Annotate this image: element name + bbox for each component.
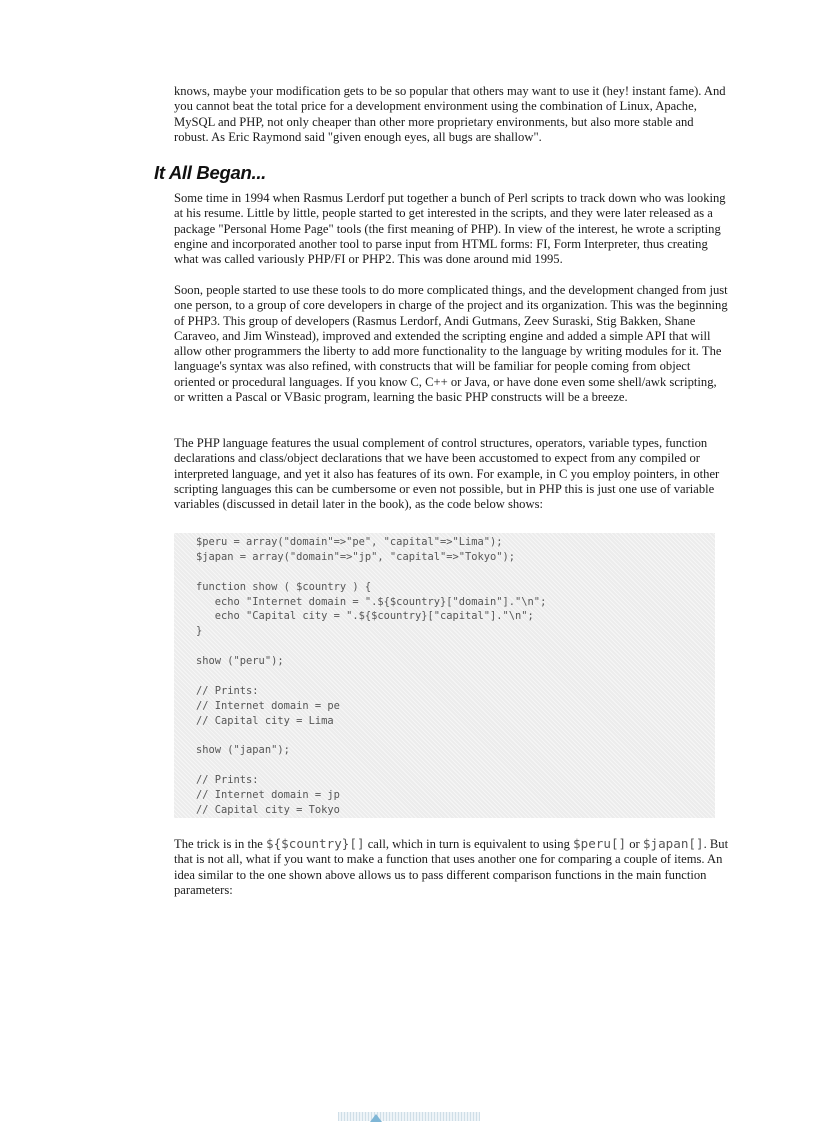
code-line: // Internet domain = pe (196, 699, 340, 712)
inline-code-peru: $peru[] (573, 836, 627, 851)
code-line: $japan = array("domain"=>"jp", "capital"=>"Tokyo"); (196, 550, 516, 563)
up-arrow-icon[interactable] (370, 1114, 382, 1122)
code-line: // Prints: (196, 774, 259, 787)
code-line: // Capital city = Lima (196, 714, 334, 727)
code-line: // Internet domain = jp (196, 789, 340, 802)
code-line: show ("peru"); (196, 655, 284, 668)
code-line (196, 669, 715, 684)
code-line (196, 639, 715, 654)
code-line: $peru = array("domain"=>"pe", "capital"=>"Lima"); (196, 536, 503, 548)
history-paragraph-2: Soon, people started to use these tools to do more complicated things, and the development changed from just one person, to a group of core developers in charge of the project and its organization. This was the beginning of PHP3. This group of developers (Rasmus Lerdorf, Andi Gutmans, Zeev Suraski, Stig Bakken, Shane Caraveo, and Jim Winstead), improved and extended the scripting engine and added a simple API that will allow other programmers the liberty to add more functionality to the language by writing modules for it. The language's syntax was also refined, with constructs that will be familiar for people coming from object oriented or procedural languages. If you know C, C++ or Java, or have done even some shell/awk scripting, or written a Pascal or VBasic program, learning the basic PHP constructs will be a breeze. (174, 283, 728, 405)
code-line (196, 758, 715, 773)
code-line: // Capital city = Tokyo (196, 804, 340, 817)
history-paragraph-3: The PHP language features the usual complement of control structures, operators, variable types, function declarations and class/object declarations that we have been accustomed to expect from any compiled or interpreted language, and yet it also has features of its own. For example, in C you employ pointers, in other scripting languages this can be cumbersome or even not possible, but in PHP this is just one use of variable variables (discussed in detail later in the book), as the code below shows: (174, 436, 720, 512)
history-paragraph-1: Some time in 1994 when Rasmus Lerdorf put together a bunch of Perl scripts to track down who was looking at his resume. Little by little, people started to get interested in the scripts, and they were later released as a package "Personal Home Page" tools (the first meaning of PHP). In view of the interest, he wrote a scripting engine and incorporated another tool to parse input from HTML forms: FI, Form Interpreter, thus creating what was called variously PHP/FI or PHP2. This was done around mid 1995. (174, 191, 726, 267)
closing-text-pre: The trick is in the (174, 837, 266, 851)
code-line (196, 729, 715, 744)
closing-text-post: . But that is not all, what if you want to make a function that uses another one for comparing a couple of items. An idea similar to the one shown above allows us to pass different comparison functions in the main function parameters: (174, 837, 729, 897)
inline-code-japan: $japan[] (642, 836, 704, 851)
code-line: show ("japan"); (196, 744, 290, 757)
code-line: function show ( $country ) { (196, 580, 372, 593)
closing-paragraph (174, 836, 730, 898)
page-navigation-bar[interactable] (338, 1112, 480, 1121)
code-block (174, 533, 715, 818)
code-line: echo "Capital city = ".${$country}["capital"]."\n"; (196, 610, 534, 623)
closing-text-or: or (626, 837, 643, 851)
code-line: echo "Internet domain = ".${$country}["domain"]."\n"; (196, 595, 547, 608)
inline-code-variable: ${$country}[] (265, 836, 365, 851)
intro-paragraph: knows, maybe your modification gets to be so popular that others may want to use it (hey! instant fame). And you cannot beat the total price for a development environment using the combination of Linux, Apache, MySQL and PHP, not only cheaper than other more proprietary environments, but also more stable and robust. As Eric Raymond said "given enough eyes, all bugs are shallow". (174, 84, 726, 144)
code-line (196, 565, 715, 580)
closing-text-mid: call, which in turn is equivalent to using (364, 837, 574, 851)
code-line: // Prints: (196, 684, 259, 697)
code-line: } (196, 625, 203, 638)
section-heading: It All Began... (154, 162, 266, 183)
